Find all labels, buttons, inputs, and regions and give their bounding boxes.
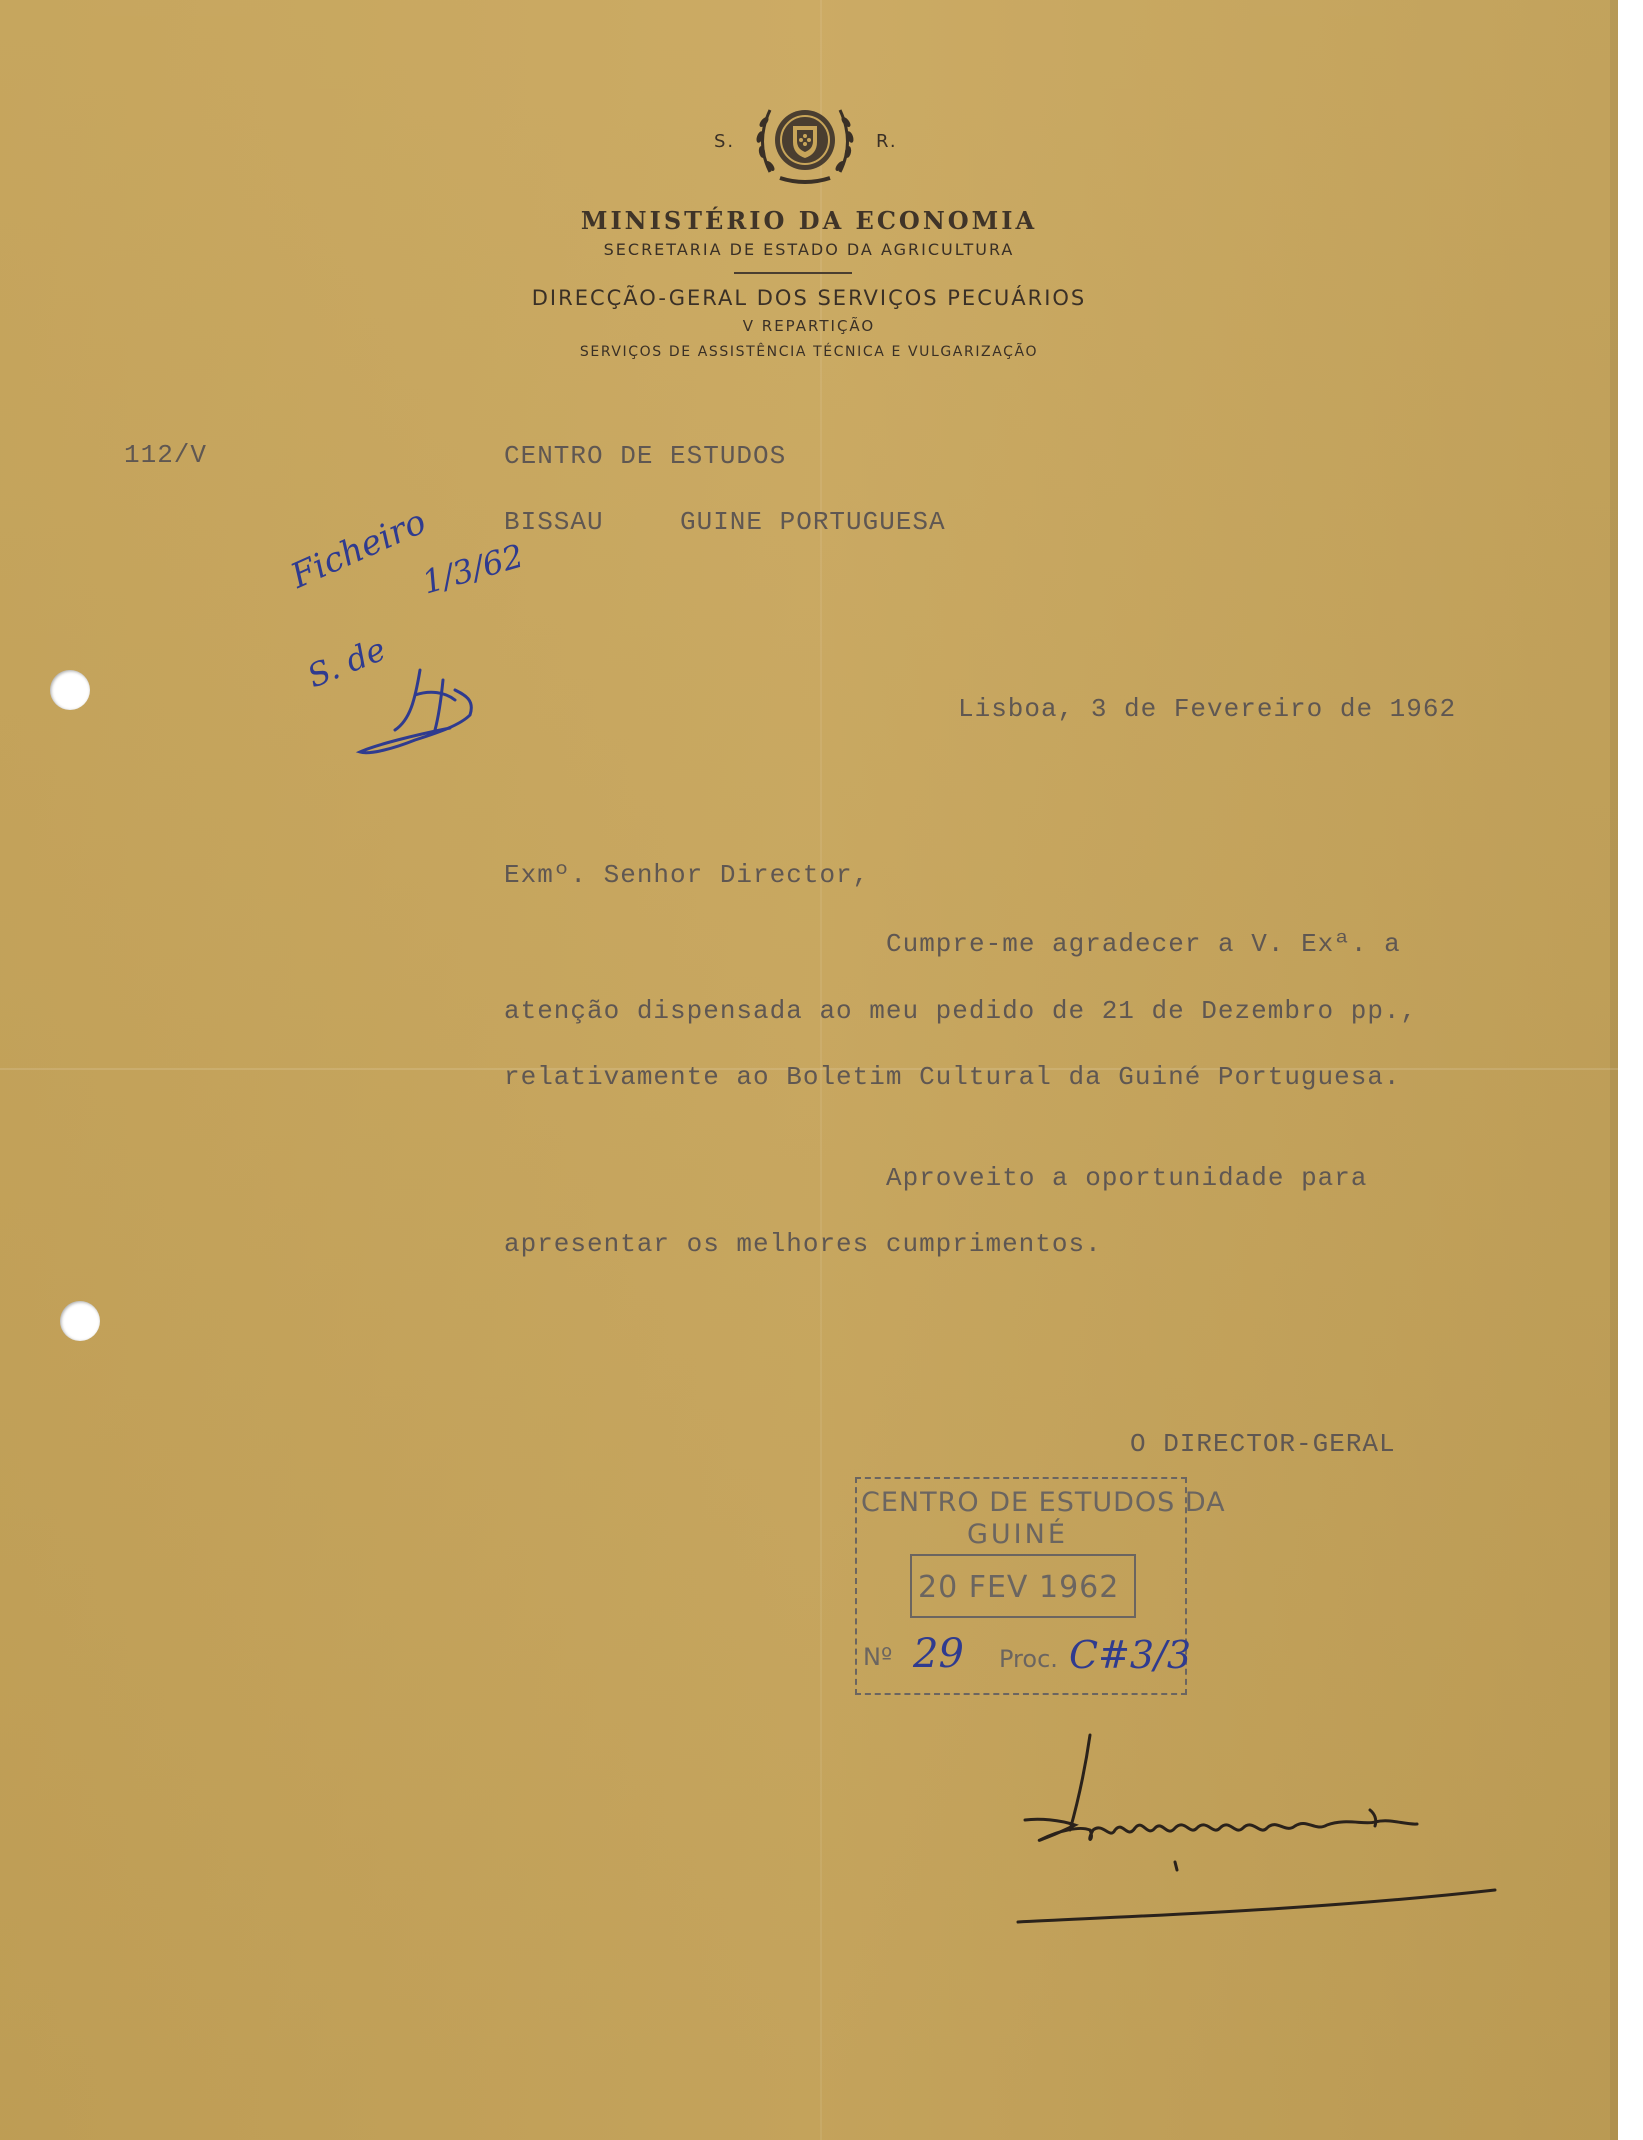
letterhead-s: S. — [714, 131, 736, 152]
ministry-title: MINISTÉRIO DA ECONOMIA — [580, 206, 1038, 235]
services-line: SERVIÇOS DE ASSISTÊNCIA TÉCNICA E VULGARIZAÇÃO — [579, 344, 1039, 360]
handwritten-note-line-2: S. de — [302, 629, 391, 696]
paragraph-2-line-1: Aproveito a oportunidade para — [886, 1163, 1368, 1193]
date-line: Lisboa, 3 de Fevereiro de 1962 — [958, 694, 1457, 724]
receipt-stamp — [855, 1477, 1226, 1695]
stamp-country-line: GUINÉ — [967, 1519, 1068, 1550]
stamp-date-box — [910, 1554, 1136, 1618]
department-line: V REPARTIÇÃO — [742, 317, 876, 335]
stamp-number-value: 29 — [913, 1631, 964, 1677]
stamp-proc-label: Proc. — [999, 1645, 1058, 1673]
stamp-institution-line: CENTRO DE ESTUDOS DA — [861, 1487, 1226, 1518]
director-signature — [1015, 1730, 1535, 1930]
letterhead-r: R. — [876, 131, 898, 152]
closing-title: O DIRECTOR-GERAL — [1130, 1429, 1396, 1459]
salutation: Exmº. Senhor Director, — [504, 860, 870, 890]
handwritten-initials — [355, 660, 505, 760]
recipient-city: BISSAU — [504, 507, 604, 537]
recipient-line-1: CENTRO DE ESTUDOS — [504, 441, 787, 471]
punch-hole-bottom — [60, 1301, 100, 1341]
reference-number: 112/V — [124, 440, 208, 470]
stamp-date: 20 FEV 1962 — [918, 1570, 1120, 1605]
paragraph-2-line-2: apresentar os melhores cumprimentos. — [504, 1229, 1102, 1259]
coat-of-arms-icon — [750, 92, 860, 188]
recipient-country: GUINE PORTUGUESA — [680, 507, 946, 537]
paragraph-1-line-2: atenção dispensada ao meu pedido de 21 de Dezembro pp., — [504, 996, 1418, 1026]
paragraph-1-line-1: Cumpre-me agradecer a V. Exª. a — [886, 929, 1401, 959]
directorate-line: DIRECÇÃO-GERAL DOS SERVIÇOS PECUÁRIOS — [531, 286, 1087, 310]
punch-hole-top — [50, 670, 90, 710]
handwritten-note-date: 1/3/62 — [418, 536, 528, 602]
stamp-proc-value: C#3/3 — [1069, 1633, 1192, 1677]
stamp-number-label: Nº — [863, 1643, 893, 1671]
secretariat-line: SECRETARIA DE ESTADO DA AGRICULTURA — [603, 240, 1015, 259]
letterhead-divider — [734, 272, 852, 274]
paragraph-1-line-3: relativamente ao Boletim Cultural da Guiné Portuguesa. — [504, 1062, 1401, 1092]
handwritten-note-line-1: Ficheiro — [285, 501, 433, 597]
